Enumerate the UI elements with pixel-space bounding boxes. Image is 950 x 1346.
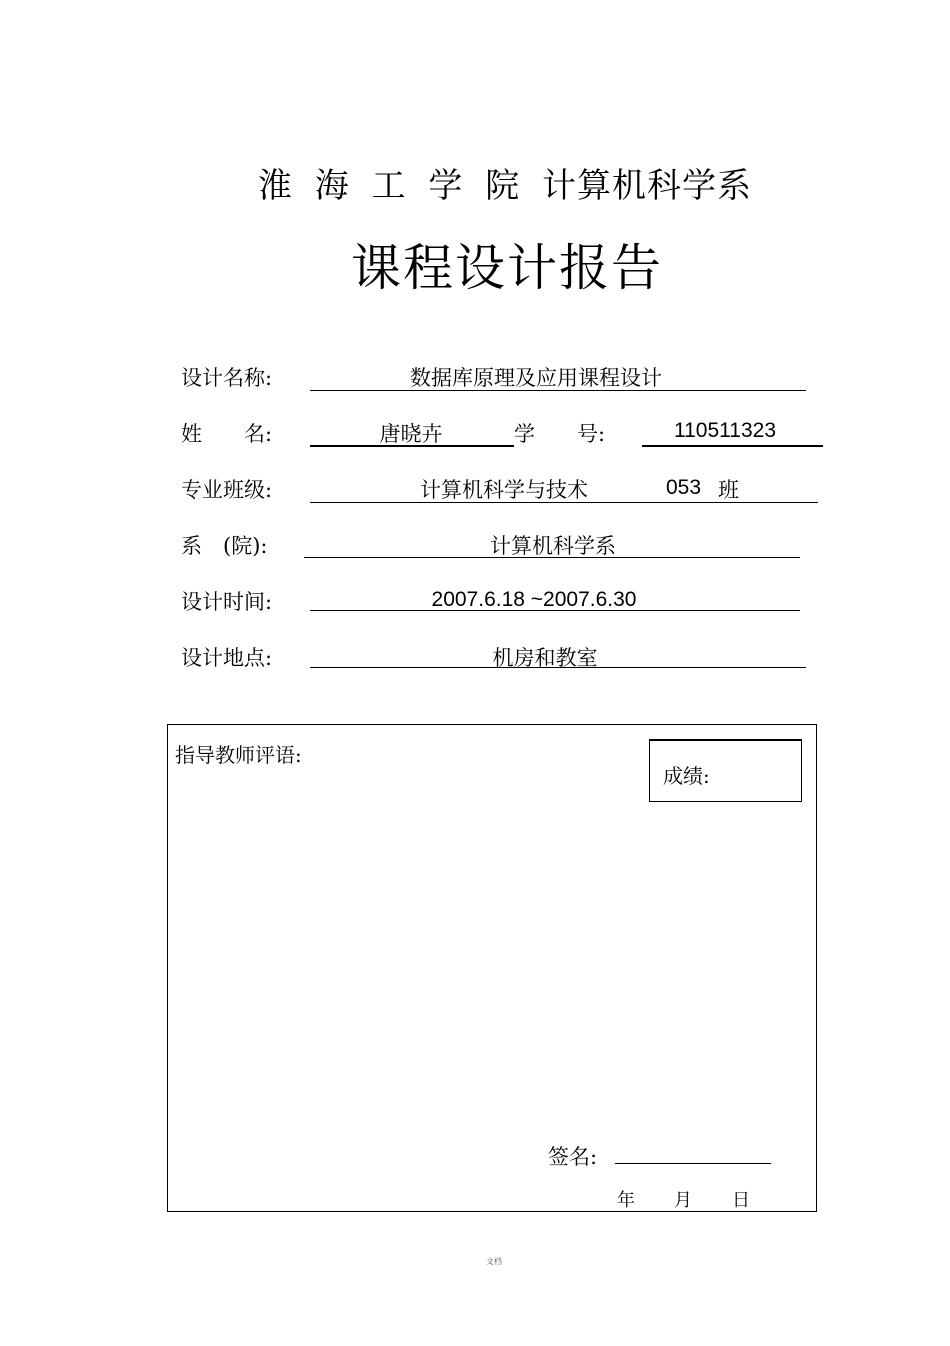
footer-mark: 文档 [486,1257,502,1266]
class-suffix: 班 [718,478,739,502]
design-name-value: 数据库原理及应用课程设计 [410,366,662,390]
design-name-underline [310,390,806,391]
name-underline [310,445,514,447]
design-name-label: 设计名称: [181,366,273,390]
student-id-underline [642,445,823,447]
signature-line [615,1163,771,1164]
department-label: 系 (院): [181,534,268,558]
teacher-comment-label: 指导教师评语: [175,743,302,767]
major-class-label: 专业班级: [181,478,273,502]
signature-label: 签名: [548,1145,598,1169]
class-number: 053 [666,476,702,499]
design-time-value: 2007.6.18 ~2007.6.30 [431,588,637,611]
student-id-value: 110511323 [674,419,776,442]
major-class-value: 计算机科学与技术 [420,478,588,502]
institution-heading: 淮 海 工 学 院 计算机科学系 [257,166,753,206]
department-value: 计算机科学系 [490,534,616,558]
report-title: 课程设计报告 [351,239,663,297]
date-day: 日 [732,1190,750,1211]
name-value: 唐晓卉 [379,422,443,446]
design-time-underline [310,610,800,611]
design-time-label: 设计时间: [181,590,273,614]
student-id-label: 学 号: [514,422,606,446]
department-underline [304,557,800,558]
design-place-label: 设计地点: [181,646,273,670]
date-year: 年 [617,1190,635,1211]
design-place-value: 机房和教室 [492,646,598,670]
name-label: 姓 名: [181,422,273,446]
design-place-underline [310,667,806,668]
date-month: 月 [674,1190,692,1211]
major-class-underline [310,502,818,503]
grade-label: 成绩: [663,764,710,788]
